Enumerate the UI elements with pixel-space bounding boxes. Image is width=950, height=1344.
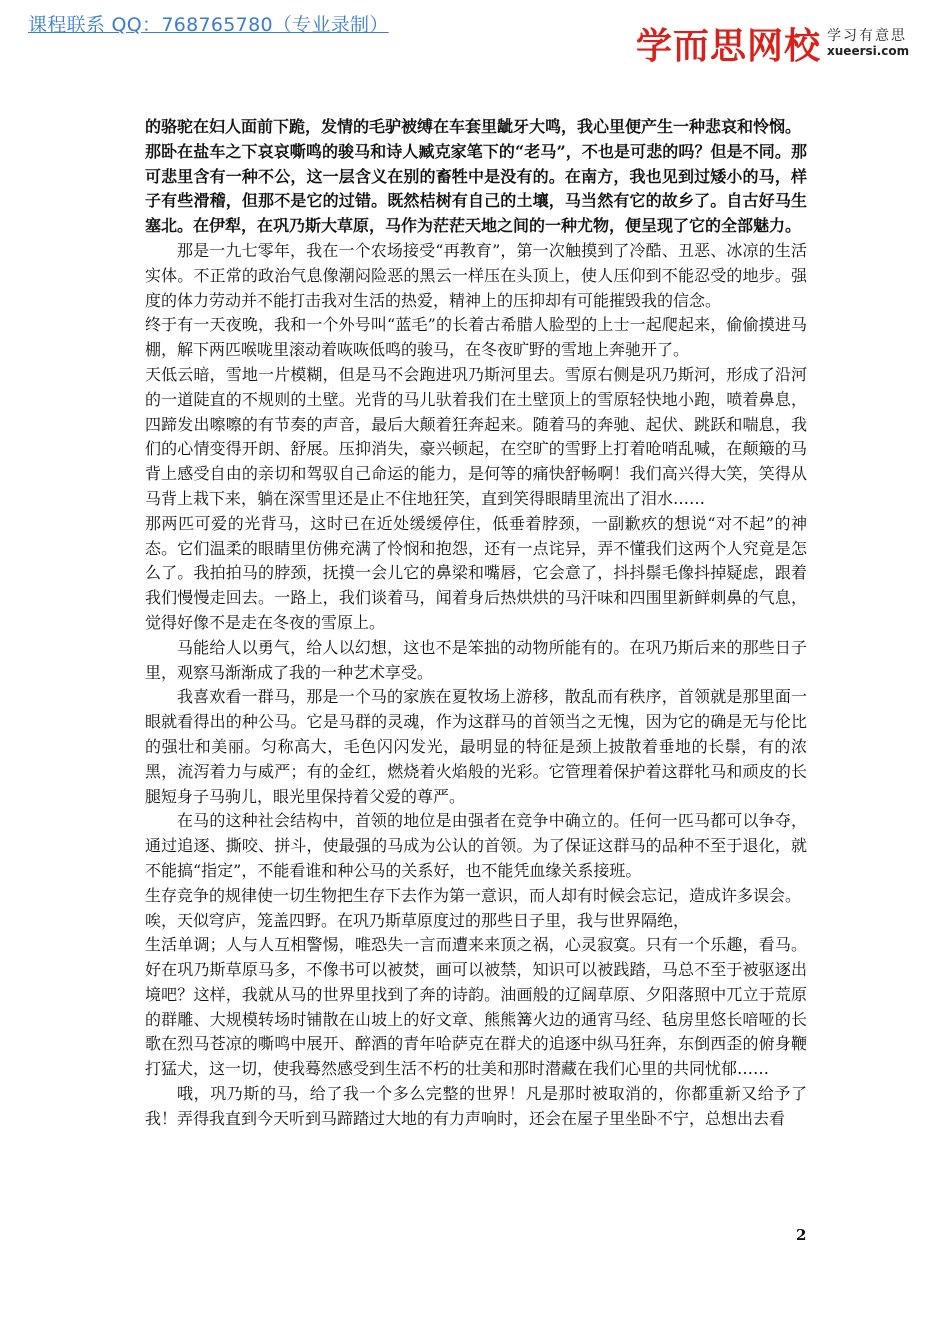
logo-url: xueersi.com bbox=[827, 43, 910, 58]
paragraph: 在马的这种社会结构中，首领的地位是由强者在竞争中确立的。任何一匹马都可以争夺，通过追逐、撕咬、拼斗，使最强的马成为公认的首领。为了保证这群马的品种不至于退化，就不能搞“指定”，不能看谁和种公马的关系好，也不能凭血缘关系接班。 bbox=[145, 811, 807, 880]
paragraph: 天低云暗，雪地一片模糊，但是马不会跑进巩乃斯河里去。雪原右侧是巩乃斯河，形成了沿河的一道陡直的不规则的土壁。光背的马儿驮着我们在土壁顶上的雪原轻快地小跑，喷着鼻息，四蹄发出嚓嚓的有节奏的声音，最后大颠着狂奔起来。随着马的奔驰、起伏、跳跃和喘息，我们的心情变得开朗、舒展。压抑消失，豪兴顿起，在空旷的雪野上打着呛哨乱喊，在颠簸的马背上感受自由的亲切和驾驭自己命运的能力，是何等的痛快舒畅啊！我们高兴得大笑，笑得从马背上栽下来，躺在深雪里还是止不住地狂笑，直到笑得眼睛里流出了泪水…… bbox=[145, 364, 807, 508]
paragraph: 哦，巩乃斯的马，给了我一个多么完整的世界！凡是那时被取消的，你都重新又给予了我！弄得我直到今天听到马蹄踏过大地的有力声响时，还会在屋子里坐卧不宁，总想出去看 bbox=[145, 1084, 807, 1128]
paragraph: 我喜欢看一群马，那是一个马的家族在夏牧场上游移，散乱而有秩序，首领就是那里面一眼就看得出的种公马。它是马群的灵魂，作为这群马的首领当之无愧，因为它的确是无与伦比的强壮和美丽。匀称高大，毛色闪闪发光，最明显的特征是颈上披散着垂地的长鬃，有的浓黑，流泻着力与威严；有的金红，燃烧着火焰般的光彩。它管理着保护着这群牝马和顽皮的长腿短身子马驹儿，眼光里保持着父爱的尊严。 bbox=[145, 687, 807, 806]
paragraph: 的骆驼在妇人面前下跪，发情的毛驴被缚在车套里龇牙大鸣，我心里便产生一种悲哀和怜悯。 bbox=[145, 117, 802, 136]
logo-brand-name: 学而思网校 bbox=[636, 26, 822, 67]
paragraph: 唉，天似穹庐，笼盖四野。在巩乃斯草原度过的那些日子里，我与世界隔绝， bbox=[145, 910, 690, 930]
paragraph: 生活单调；人与人互相警惕，唯恐失一言而遭来来顶之祸，心灵寂寞。只有一个乐趣，看马。好在巩乃斯草原马多，不像书可以被焚，画可以被禁，知识可以被践踏，马总不至于被驱逐出境吧？这样，我就从马的世界里找到了奔的诗韵。油画般的辽阔草原、夕阳落照中兀立于荒原的群雕、大规模转场时铺散在山坡上的好文章、熊熊篝火边的通宵马经、毡房里悠长喑哑的长歌在烈马苍凉的嘶鸣中展开、醉酒的青年哈萨克在群犬的追逐中纵马狂奔，东倒西歪的俯身鞭打猛犬，这一切，使我蓦然感受到生活不朽的壮美和那时潜藏在我们心里的共同忧郁…… bbox=[145, 935, 807, 1079]
course-contact-link[interactable]: 课程联系 QQ：768765780（专业录制） bbox=[28, 14, 389, 36]
paragraph: 终于有一天夜晚，我和一个外号叫“蓝毛”的长着古希腊人脸型的上士一起爬起来，偷偷摸进马棚，解下两匹喉咙里滚动着咴咴低鸣的骏马，在冬夜旷野的雪地上奔驰开了。 bbox=[145, 315, 807, 360]
paragraph: 生存竞争的规律使一切生物把生存下去作为第一意识，而人却有时候会忘记，造成许多误会。 bbox=[145, 885, 802, 905]
page-number: 2 bbox=[796, 1226, 807, 1244]
article-body bbox=[145, 115, 807, 1132]
logo-slogan: 学习有意思 bbox=[827, 28, 908, 45]
paragraph: 那两匹可爱的光背马，这时已在近处缓缓停住，低垂着脖颈，一副歉疚的想说“对不起”的神态。它们温柔的眼睛里仿佛充满了怜悯和抱怨，还有一点诧异，弄不懂我们这两个人究竟是怎么了。我拍拍马的脖颈，抚摸一会儿它的鼻梁和嘴唇，它会意了，抖抖鬃毛像抖掉疑虑，跟着我们慢慢走回去。一路上，我们谈着马，闻着身后热烘烘的马汗味和四围里新鲜刺鼻的气息，觉得好像不是走在冬夜的雪原上。 bbox=[145, 513, 807, 632]
paragraph: 那卧在盐车之下哀哀嘶鸣的骏马和诗人臧克家笔下的“老马”，不也是可悲的吗？但是不同。那可悲里含有一种不公，这一层含义在别的畜牲中是没有的。在南方，我也见到过矮小的马，样子有些滑稽，但那不是它的过错。既然桔树有自己的土壤，马当然有它的故乡了。自古好马生塞北。在伊犁，在巩乃斯大草原，马作为茫茫天地之间的一种尤物，便呈现了它的全部魅力。 bbox=[145, 141, 807, 236]
logo-side bbox=[827, 29, 909, 58]
paragraph: 马能给人以勇气，给人以幻想，这也不是笨拙的动物所能有的。在巩乃斯后来的那些日子里，观察马渐渐成了我的一种艺术享受。 bbox=[145, 637, 807, 682]
paragraph: 那是一九七零年，我在一个农场接受“再教育”，第一次触摸到了冷酷、丑恶、冰凉的生活实体。不正常的政治气息像潮闷险恶的黑云一样压在头顶上，使人压仰到不能忍受的地步。强度的体力劳动并不能打击我对生活的热爱，精神上的压抑却有可能摧毁我的信念。 bbox=[145, 240, 807, 310]
xueersi-logo bbox=[636, 18, 909, 69]
